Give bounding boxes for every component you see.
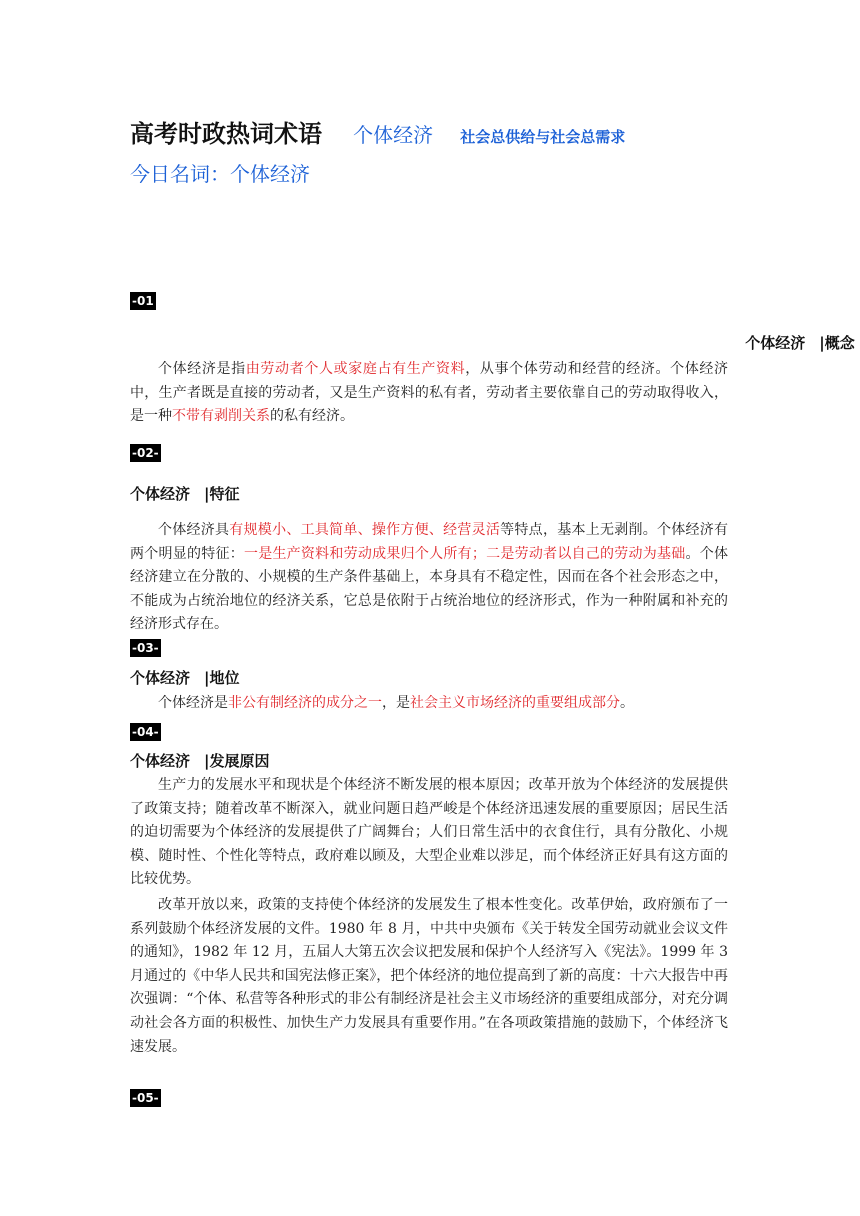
heading-sub: |概念 xyxy=(819,334,855,352)
today-term: 今日名词：个体经济 xyxy=(130,162,310,186)
paragraph-concept: 个体经济是指由劳动者个人或家庭占有生产资料，从事个体劳动和经营的经济。个体经济中，生产者既是直接的劳动者，又是生产资料的私有者，劳动者主要依靠自己的劳动取得收入，是一种不带有剥削关系的私有经济。 xyxy=(130,361,729,425)
title-row xyxy=(130,114,625,149)
section-heading-concept xyxy=(370,332,860,353)
heading-main: 个体经济 xyxy=(130,485,191,503)
section-badge-01: -01 xyxy=(132,294,154,308)
paragraph-causes-1: 生产力的发展水平和现状是个体经济不断发展的根本原因；改革开放为个体经济的发展提供了政策支持；随着改革不断深入，就业问题日趋严峻是个体经济迅速发展的重要原因；居民生活的迫切需要为个体经济的发展提供了广阔舞台；人们日常生活中的衣食住行，具有分散化、小规模、随时性、个性化等特点，政府难以顾及，大型企业难以涉足，而个体经济正好具有这方面的比较优势。 xyxy=(130,777,728,888)
paragraph-status: 个体经济是非公有制经济的成分之一，是社会主义市场经济的重要组成部分。 xyxy=(158,695,634,711)
term-link-individual-economy[interactable]: 个体经济 xyxy=(353,123,434,147)
section-heading-status xyxy=(130,667,240,688)
section-heading-features xyxy=(130,483,240,504)
heading-sub: |发展原因 xyxy=(204,752,270,770)
highlight: 不带有剥削关系 xyxy=(172,408,270,425)
section-badge-02: -02- xyxy=(132,446,159,460)
highlight: 由劳动者个人或家庭占有生产资料 xyxy=(245,361,466,377)
highlight: 有规模小、工具简单、操作方便、经营灵活 xyxy=(229,522,501,538)
section-badge-04: -04- xyxy=(132,725,159,739)
heading-main: 个体经济 xyxy=(130,752,191,770)
highlight: 一是生产资料和劳动成果归个人所有；二是劳动者以自己的劳动为基础 xyxy=(243,545,686,562)
section-heading-causes xyxy=(130,750,270,771)
section-badge-05: -05- xyxy=(132,1091,159,1105)
paragraph-features: 个体经济具有规模小、工具简单、操作方便、经营灵活等特点，基本上无剥削。个体经济有两个明显的特征：一是生产资料和劳动成果归个人所有；二是劳动者以自己的劳动为基础。个体经济建立在分散的、小规模的生产条件基础上，本身具有不稳定性，因而在各个社会形态之中，不能成为占统治地位的经济关系，它总是依附于占统治地位的经济形式，作为一种附属和补充的经济形式存在。 xyxy=(130,522,729,633)
highlight: 社会主义市场经济的重要组成部分 xyxy=(410,695,620,711)
heading-sub: |特征 xyxy=(204,485,240,503)
heading-main: 个体经济 xyxy=(130,669,191,687)
page-title: 高考时政热词术语 xyxy=(130,120,322,148)
heading-main: 个体经济 xyxy=(745,334,806,352)
paragraph-causes-2: 改革开放以来，政策的支持使个体经济的发展发生了根本性变化。改革伊始，政府颁布了一系列鼓励个体经济发展的文件。1980 年 8 月，中共中央颁布《关于转发全国劳动就业会议文件的通知》，1982 年 12 月，五届人大第五次会议把发展和保护个人经济写入《宪法》。1999 年 3 月通过的《中华人民共和国宪法修正案》，把个体经济的地位提高到了新的高度：十六大报告中再次强调：“个体、私营等各种形式的非公有制经济是社会主义市场经济的重要组成部分，对充分调动社会各方面的积极性、加快生产力发展具有重要作用。”在各项政策措施的鼓励下，个体经济飞速发展。 xyxy=(130,897,728,1055)
section-badge-03: -03- xyxy=(132,641,159,655)
highlight: 非公有制经济的成分之一 xyxy=(228,695,382,711)
term-link-supply-demand[interactable]: 社会总供给与社会总需求 xyxy=(460,128,626,146)
heading-sub: |地位 xyxy=(204,669,240,687)
